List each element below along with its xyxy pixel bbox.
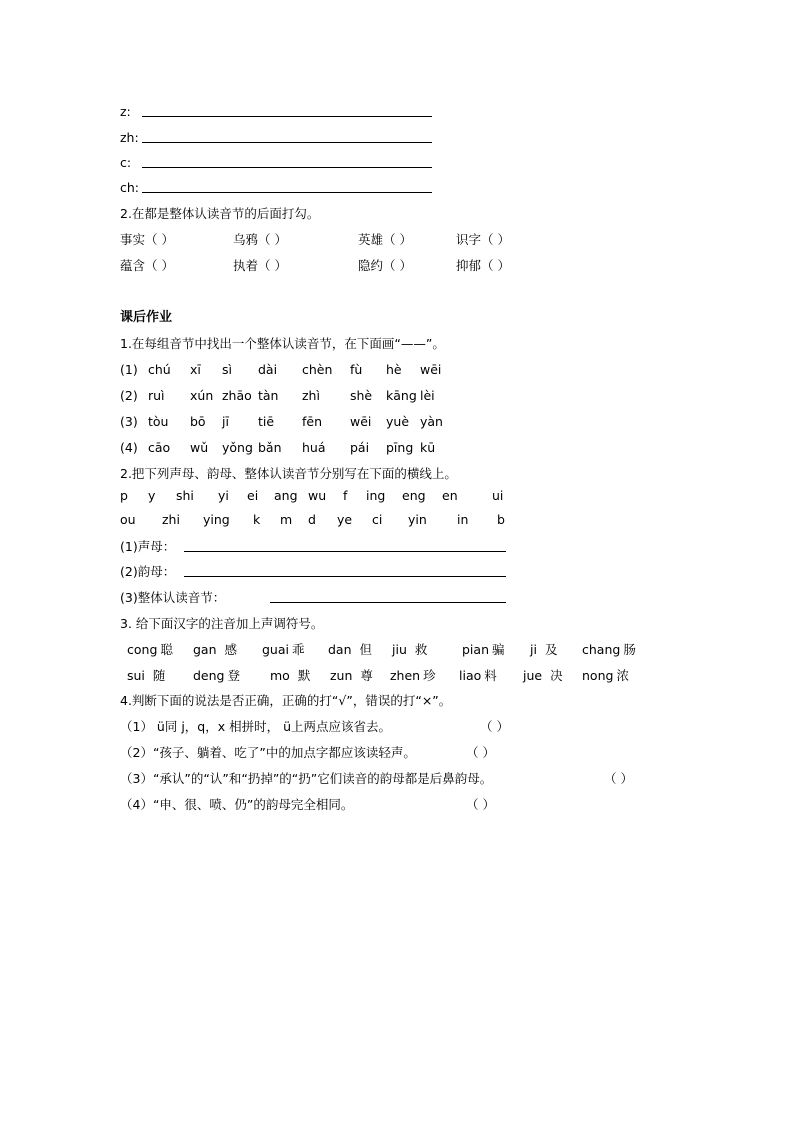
syllable[interactable]: fù [350, 362, 363, 377]
letter-item: yi [218, 488, 229, 503]
hanzi: 感 [224, 642, 238, 657]
pinyin: dan [328, 642, 352, 657]
letter-item: ei [247, 488, 259, 503]
q2-item[interactable]: 识字（ ） [456, 232, 510, 247]
syllable[interactable]: ruì [148, 388, 165, 403]
line-c [120, 155, 131, 171]
letter-item: p [120, 488, 128, 503]
syllable[interactable]: jī [222, 414, 229, 429]
row-index: (2) [120, 388, 138, 403]
hw2-blank-1 [120, 539, 175, 555]
q2-item[interactable]: 事实（ ） [120, 232, 174, 247]
pinyin-char-item[interactable] [459, 668, 497, 684]
statement-text: （2）“孩子、躺着、吃了”中的加点字都应该读轻声。 [120, 745, 416, 760]
syllable[interactable]: xún [190, 388, 214, 403]
answer-blank[interactable] [142, 155, 432, 168]
pinyin-char-item[interactable] [193, 642, 237, 658]
pinyin: mo [270, 668, 290, 683]
q2-item[interactable]: 隐约（ ） [358, 258, 412, 273]
syllable[interactable]: kāng [386, 388, 417, 403]
answer-bracket[interactable]: （ ） [604, 771, 633, 786]
letter-item: shi [176, 488, 194, 503]
pinyin-char-item[interactable] [462, 642, 505, 658]
syllable[interactable]: cāo [148, 440, 171, 455]
pinyin-char-item[interactable] [582, 668, 629, 684]
hw3-title: 3. 给下面汉字的注音加上声调符号。 [120, 616, 324, 631]
syllable[interactable]: tiē [258, 414, 275, 429]
statement-text: （3）“承认”的“认”和“扔掉”的“扔”它们读音的韵母都是后鼻韵母。 [120, 771, 493, 786]
syllable[interactable]: lèi [420, 388, 435, 403]
hanzi: 默 [297, 668, 311, 683]
answer-blank[interactable] [184, 564, 506, 577]
letter-item: wu [308, 488, 327, 503]
q2-item[interactable]: 英雄（ ） [358, 232, 412, 247]
homework-title: 课后作业 [120, 310, 173, 325]
syllable[interactable]: wēi [420, 362, 442, 377]
syllable[interactable]: pái [350, 440, 370, 455]
pinyin: cong [127, 642, 158, 657]
pinyin: guai [262, 642, 289, 657]
statement-text: （1） ü同 j，q，x 相拼时， ü上两点应该省去。 [120, 719, 391, 734]
hanzi: 随 [152, 668, 166, 683]
letter-item: y [148, 488, 156, 503]
letter-item: eng [402, 488, 426, 503]
pinyin-char-item[interactable] [127, 642, 173, 658]
syllable[interactable]: wǔ [190, 440, 209, 455]
pinyin: zhen [390, 668, 421, 683]
line-label: ch: [120, 180, 140, 195]
syllable[interactable]: yuè [386, 414, 410, 429]
answer-bracket[interactable]: （ ） [480, 719, 509, 734]
pinyin-char-item[interactable] [330, 668, 373, 684]
pinyin: ji [530, 642, 537, 657]
letter-item: zhi [162, 512, 180, 527]
syllable[interactable]: dài [258, 362, 278, 377]
answer-blank[interactable] [270, 590, 506, 603]
syllable[interactable]: tàn [258, 388, 279, 403]
pinyin: jue [523, 668, 543, 683]
letter-item: ou [120, 512, 136, 527]
syllable[interactable]: pīng [386, 440, 414, 455]
hw1-title: 1.在每组音节中找出一个整体认读音节，在下面画“——”。 [120, 336, 445, 351]
pinyin: chang [582, 642, 621, 657]
hanzi: 尊 [360, 668, 373, 683]
syllable[interactable]: chèn [302, 362, 333, 377]
pinyin: liao [459, 668, 482, 683]
row-index: (3) [120, 414, 138, 429]
hanzi: 聪 [160, 642, 173, 657]
letter-item: d [308, 512, 316, 527]
syllable[interactable]: bō [190, 414, 206, 429]
answer-bracket[interactable]: （ ） [466, 797, 495, 812]
answer-blank[interactable] [142, 104, 432, 117]
syllable[interactable]: huá [302, 440, 326, 455]
line-label: z: [120, 104, 131, 119]
hanzi: 救 [414, 642, 428, 657]
blank-label: (3)整体认读音节： [120, 590, 226, 605]
answer-bracket[interactable]: （ ） [466, 745, 495, 760]
syllable[interactable]: sì [222, 362, 232, 377]
syllable[interactable]: zhāo [222, 388, 252, 403]
hanzi: 浓 [616, 668, 629, 683]
syllable[interactable]: shè [350, 388, 373, 403]
syllable[interactable]: hè [386, 362, 402, 377]
hanzi: 料 [484, 668, 497, 683]
syllable[interactable]: zhì [302, 388, 320, 403]
pinyin-char-item[interactable] [127, 668, 165, 684]
syllable[interactable]: yàn [420, 414, 443, 429]
syllable[interactable]: xī [190, 362, 201, 377]
q2-item[interactable]: 抑郁（ ） [456, 258, 510, 273]
q2-item[interactable]: 乌鸦（ ） [233, 232, 287, 247]
pinyin-char-item[interactable] [530, 642, 557, 658]
line-zh [120, 130, 139, 146]
syllable[interactable]: kū [420, 440, 436, 455]
hw2-blank-3 [120, 590, 225, 606]
pinyin: pian [462, 642, 489, 657]
pinyin-char-item[interactable] [262, 642, 305, 658]
pinyin: deng [193, 668, 225, 683]
syllable[interactable]: tòu [148, 414, 169, 429]
letter-item: b [497, 512, 505, 527]
pinyin-char-item[interactable] [193, 668, 240, 684]
letter-item: ci [372, 512, 383, 527]
letter-item: m [280, 512, 293, 527]
hw2-blank-2 [120, 564, 175, 580]
syllable[interactable]: bǎn [258, 440, 282, 455]
hanzi: 珍 [423, 668, 436, 683]
hanzi: 骗 [492, 642, 505, 657]
letter-item: ying [203, 512, 230, 527]
row-index: (4) [120, 440, 138, 455]
hanzi: 及 [544, 642, 558, 657]
pinyin: sui [127, 668, 145, 683]
line-label: c: [120, 155, 132, 170]
pinyin: zun [330, 668, 353, 683]
pinyin: nong [582, 668, 614, 683]
line-ch [120, 180, 139, 196]
answer-blank[interactable] [142, 130, 432, 143]
pinyin: gan [193, 642, 217, 657]
pinyin-char-item[interactable] [392, 642, 427, 658]
hw4-title: 4.判断下面的说法是否正确，正确的打“√”，错误的打“×”。 [120, 693, 452, 708]
hanzi: 乖 [292, 642, 305, 657]
blank-label: (1)声母： [120, 539, 176, 554]
answer-blank[interactable] [184, 539, 506, 552]
q2-title: 2.在都是整体认读音节的后面打勾。 [120, 206, 320, 221]
letter-item: ye [337, 512, 353, 527]
pinyin-char-item[interactable] [523, 668, 563, 684]
letter-item: in [457, 512, 469, 527]
hanzi: 但 [359, 642, 373, 657]
hanzi: 登 [227, 668, 240, 683]
syllable[interactable]: chú [148, 362, 171, 377]
syllable[interactable]: yǒng [222, 440, 253, 455]
letter-item: en [442, 488, 458, 503]
blank-label: (2)韵母： [120, 564, 176, 579]
row-index: (1) [120, 362, 138, 377]
q2-item[interactable]: 执着（ ） [233, 258, 287, 273]
syllable[interactable]: wēi [350, 414, 372, 429]
letter-item: k [253, 512, 261, 527]
letter-item: yin [408, 512, 427, 527]
answer-blank[interactable] [142, 180, 432, 193]
letter-item: ang [274, 488, 298, 503]
line-label: zh: [120, 130, 139, 145]
statement-text: （4）“申、很、喷、仍”的韵母完全相同。 [120, 797, 354, 812]
line-z [120, 104, 131, 120]
hw2-title: 2.把下列声母、韵母、整体认读音节分别写在下面的横线上。 [120, 466, 457, 481]
pinyin-char-item[interactable] [328, 642, 372, 658]
pinyin-char-item[interactable] [390, 668, 436, 684]
pinyin-char-item[interactable] [270, 668, 310, 684]
hanzi: 决 [550, 668, 563, 683]
pinyin: jiu [392, 642, 407, 657]
letter-item: f [343, 488, 348, 503]
syllable[interactable]: fēn [302, 414, 323, 429]
letter-item: ing [366, 488, 386, 503]
hanzi: 肠 [623, 642, 636, 657]
pinyin-char-item[interactable] [582, 642, 636, 658]
letter-item: ui [492, 488, 504, 503]
q2-item[interactable]: 蕴含（ ） [120, 258, 174, 273]
